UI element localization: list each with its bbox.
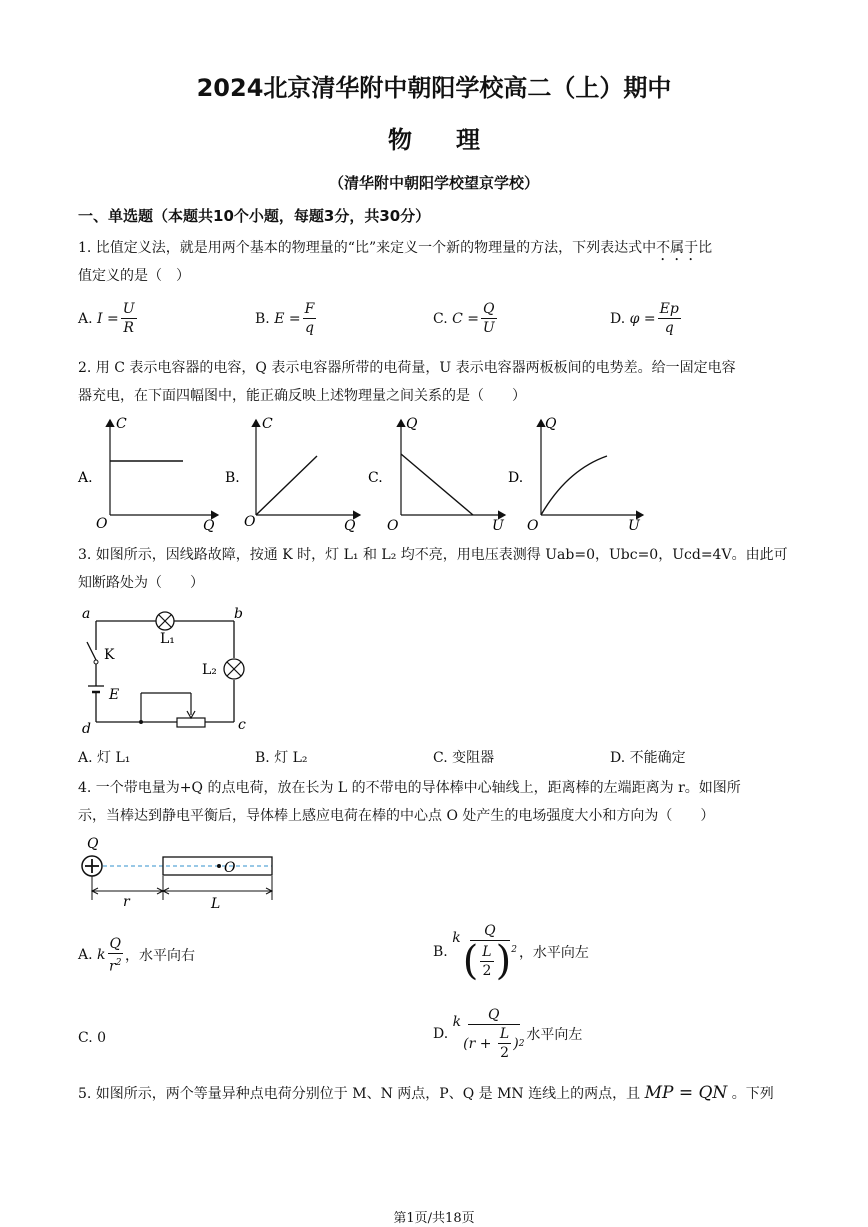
q4-option-b[interactable]: B. k Q ( $\frac{L}{2}$ ) $^2$ ，水平向左 [433,923,589,984]
q4-option-c[interactable]: C. 0 [78,1030,107,1046]
svg-text:c: c [238,717,246,733]
q3-option-d[interactable]: D. 不能确定 [610,750,686,766]
page-title: 2024北京清华附中朝阳学校高二（上）期中 [196,74,672,102]
graph-b-line [256,456,317,515]
svg-text:Q: Q [545,416,557,432]
q1-option-c[interactable]: C. C = $\frac{Q}{U}$ [433,301,495,336]
svg-text:O: O [224,860,236,876]
svg-text:L₂: L₂ [202,662,217,678]
q2-graphs [70,410,670,535]
graph-d-curve [541,456,607,515]
q3-option-b[interactable]: B. 灯 L₂ [255,750,308,766]
point-charge [82,856,102,876]
q3-option-a[interactable]: A. 灯 L₁ [78,750,131,766]
svg-text:a: a [82,606,91,622]
svg-text:O: O [527,518,539,534]
graph-a[interactable] [77,416,218,534]
svg-text:Q: Q [203,518,215,534]
page-number: 第1页/共18页 [393,1211,475,1226]
graph-b[interactable] [225,416,360,534]
q3-option-c[interactable]: C. 变阻器 [433,750,495,766]
svg-text:L₁: L₁ [160,631,175,647]
svg-text:Q: Q [87,836,99,852]
q2-stem-line2: 器充电，在下面四幅图中，能正确反映上述物理量之间关系的是（ ） [78,388,526,404]
q1-option-b[interactable]: B. E = $\frac{F}{q}$ [255,301,315,336]
svg-text:U: U [492,518,504,534]
school-name: （清华附中朝阳学校望京学校） [328,174,539,192]
svg-text:K: K [104,647,115,663]
graph-c[interactable] [368,416,505,534]
q4-option-a[interactable]: A. k $\frac{Q}{r^2}$ ，水平向右 [78,936,195,975]
svg-text:C: C [262,416,273,432]
svg-text:C: C [116,416,127,432]
q4-figure [76,834,286,914]
svg-text:A.: A. [78,470,93,486]
svg-text:E: E [109,687,120,703]
svg-text:C.: C. [368,470,383,486]
subject-title: 物理 [388,126,524,154]
svg-text:B.: B. [225,470,240,486]
lamp-l1 [156,612,174,630]
q5-stem-line1: 5. 如图所示，两个等量异种点电荷分别位于 M、N 两点，P、Q 是 MN 连线上的两点，且 MP = QN 。下列 [78,1083,774,1103]
svg-text:d: d [82,721,91,737]
svg-text:D.: D. [508,470,524,486]
svg-text:L: L [211,896,221,912]
q1-stem-line2: 值定义的是（ ） [78,268,190,284]
q1-option-a[interactable]: A. I = $\frac{U}{R}$ [78,301,135,336]
switch-k [87,642,96,660]
svg-text:Q: Q [344,518,356,534]
svg-text:b: b [234,606,243,622]
q3-stem-line1: 3. 如图所示，因线路故障，按通 K 时，灯 L₁ 和 L₂ 均不亮，用电压表测得 Uab=0，Ubc=0，Ucd=4V。由此可 [78,547,788,563]
svg-text:U: U [628,518,640,534]
q3-circuit [74,602,264,742]
svg-text:O: O [387,518,399,534]
svg-text:O: O [96,516,108,532]
q4-stem-line2: 示，当棒达到静电平衡后，导体棒上感应电荷在棒的中心点 O 处产生的电场强度大小和方向为（ ） [78,808,715,824]
q1-option-d[interactable]: D. φ = $\frac{Ep}{q}$ [610,301,679,336]
q3-stem-line2: 知断路处为（ ） [78,575,204,591]
q4-stem-line1: 4. 一个带电量为+Q 的点电荷，放在长为 L 的不带电的导体棒中心轴线上，距离棒的左端距离为 r。如图所 [78,780,741,796]
graph-d[interactable] [508,416,643,534]
svg-text:O: O [244,514,256,530]
q2-stem-line1: 2. 用 C 表示电容器的电容，Q 表示电容器所带的电荷量，U 表示电容器两板板间的电势差。给一固定电容 [78,360,736,376]
svg-text:r: r [123,894,130,910]
graph-c-line [401,454,473,515]
q1-emphasis: 不属于 [656,240,699,256]
q5-formula: MP = QN [644,1083,728,1103]
q1-stem-line1: 1. 比值定义法，就是用两个基本的物理量的“比”来定义一个新的物理量的方法，下列表达式中不属于比 [78,240,713,256]
svg-text:Q: Q [406,416,418,432]
lamp-l2 [224,659,244,679]
section-heading: 一、单选题（本题共10个小题，每题3分，共30分） [78,207,431,225]
q4-option-d[interactable]: D. k Q (r + $\frac{L}{2}$ ) 2 水平向左 [433,1007,583,1061]
